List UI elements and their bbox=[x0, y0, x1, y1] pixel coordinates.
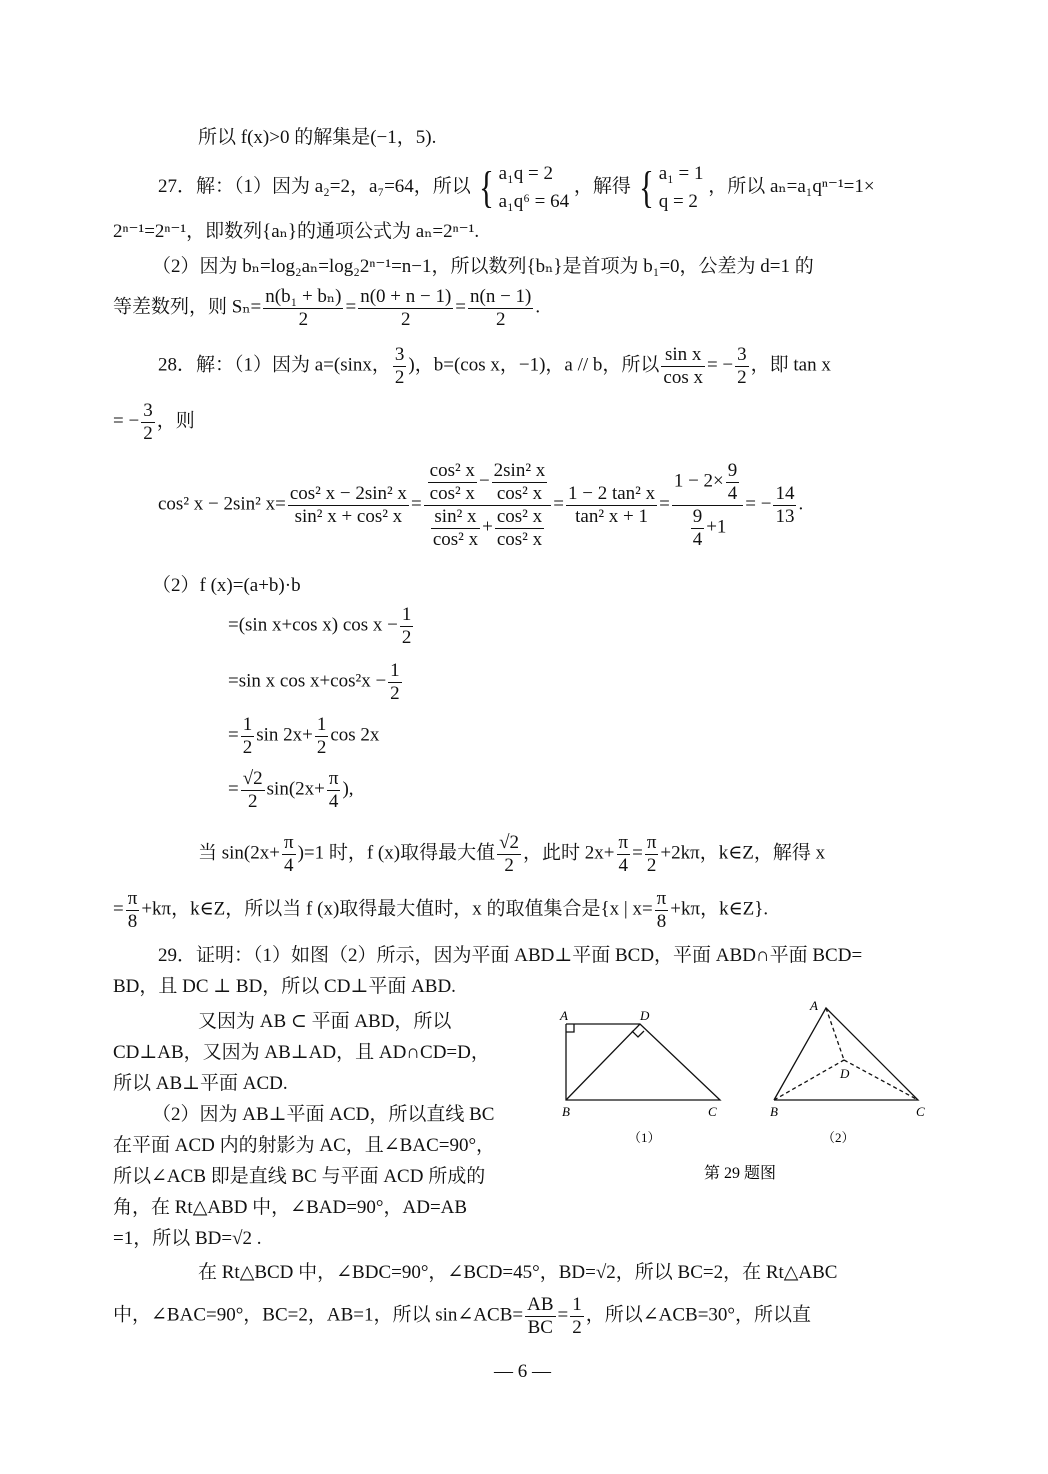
solution-28-big-equation: cos² x − 2sin² x= $\frac{\text{cos² x − 2sin² x}}{\text{sin² x + cos² x}}$ = $\frac{\text{cos² x}}{\text{cos² x}}$ − $\frac{\text{2sin² x}}{\text{cos² x}}$ $\frac{\text{sin² x}}{\text{cos² x}}$ + $\frac{\text{cos² x}}{\text{cos² x}}$ = $\frac{\text{1 − 2 tan² x}}{\text{tan² x + 1}}$ = 1 − 2× $\frac{9}{4}$ $\frac{9}{4}$ +1 = − $\frac{14}{13}$ . bbox=[158, 460, 804, 550]
fraction bbox=[497, 832, 521, 877]
denominator: 2 bbox=[572, 1316, 582, 1338]
eq: = bbox=[228, 778, 239, 800]
denominator: 4 bbox=[727, 482, 738, 504]
numerator: π bbox=[646, 832, 657, 853]
denominator: cos² x bbox=[432, 528, 479, 550]
numerator: 3 bbox=[737, 344, 747, 365]
step-text: =sin x cos x+cos²x − bbox=[228, 670, 387, 692]
numerator: 1 − 2× bbox=[673, 470, 724, 492]
fraction bbox=[327, 768, 341, 813]
fig2-label-b: B bbox=[770, 1104, 778, 1119]
text: +kπ，k∈Z，所以当 f (x)取得最大值时，x 的取值集合是{x | x= bbox=[141, 898, 653, 920]
denominator: tan² x + 1 bbox=[575, 505, 648, 527]
numerator: sin² x bbox=[431, 506, 480, 529]
step-4 bbox=[228, 714, 379, 759]
solution-27-line4: 等差数列，则 Sₙ= $\frac{\text{n(b₁ + bₙ)}}{2}$ = $\frac{n(0 + n - 1)}{2}$ = $\frac{n(n - 1)}{2}$ . bbox=[113, 286, 541, 330]
fraction bbox=[141, 400, 155, 445]
solution-29-line10: =1，所以 BD=√2 . bbox=[113, 1228, 262, 1249]
s27-text-b: ，解得 bbox=[573, 175, 631, 197]
s28-text-b: )，b=(cos x，−1)，a // b，所以 bbox=[408, 354, 660, 376]
step-3 bbox=[228, 660, 404, 705]
solution-28-set-line bbox=[113, 888, 768, 933]
numerator: 3 bbox=[394, 344, 405, 365]
solution-29-line5: 所以 AB⊥平面 ACD. bbox=[113, 1073, 288, 1094]
page-number: — 6 — bbox=[494, 1361, 551, 1382]
numerator: n(0 + n − 1) bbox=[360, 286, 452, 307]
denominator: cos x bbox=[663, 366, 703, 388]
fraction bbox=[570, 1294, 584, 1339]
numerator: √2 bbox=[499, 832, 520, 853]
s27-text-c: ，所以 aₙ=a₁qⁿ⁻¹=1× bbox=[708, 175, 875, 197]
solution-29-line3: 又因为 AB ⊂ 平面 ABD，所以 bbox=[198, 1011, 452, 1032]
denominator: 4 bbox=[284, 854, 294, 876]
fraction bbox=[315, 714, 329, 759]
s28-text-d: ，即 tan x bbox=[750, 354, 831, 376]
text: = bbox=[632, 842, 643, 864]
numerator: cos² x bbox=[429, 460, 475, 481]
fig1-label-c: C bbox=[708, 1104, 717, 1119]
solution-27-line2: 2ⁿ⁻¹=2ⁿ⁻¹，即数列{aₙ}的通项公式为 aₙ=2ⁿ⁻¹. bbox=[113, 221, 480, 242]
step-5 bbox=[228, 768, 354, 813]
numerator: sin x bbox=[661, 344, 705, 367]
solution-28-line2 bbox=[113, 400, 195, 445]
sys1-eq1: a₁q = 2 bbox=[498, 163, 553, 184]
eq-lhs: cos² x − 2sin² x= bbox=[158, 493, 286, 515]
text: = bbox=[113, 898, 124, 920]
step-text: sin(2x+ bbox=[266, 778, 325, 800]
step-text: ), bbox=[342, 778, 354, 800]
fraction bbox=[126, 888, 140, 933]
figure-2-tetrahedron bbox=[774, 1008, 918, 1100]
denominator: 2 bbox=[298, 308, 309, 330]
fraction bbox=[400, 604, 414, 649]
compound-fraction bbox=[672, 460, 743, 550]
fig1-label-d: D bbox=[640, 1008, 650, 1023]
solution-28-part2: （2）f (x)=(a+b)·b bbox=[152, 575, 301, 596]
denominator: 2 bbox=[737, 366, 747, 388]
numerator: 14 bbox=[775, 482, 795, 504]
denominator: 2 bbox=[242, 736, 253, 758]
s27-text-a: 27．解：（1）因为 a₂=2，a₇=64，所以 bbox=[158, 175, 471, 197]
denominator: 2 bbox=[495, 308, 506, 330]
fraction bbox=[241, 714, 255, 759]
figure-title: 第 29 题图 bbox=[704, 1165, 777, 1182]
solution-28-line1 bbox=[158, 344, 831, 389]
denominator: 4 bbox=[328, 790, 339, 812]
solution-29-line12 bbox=[113, 1294, 811, 1339]
equation-system-1 bbox=[499, 160, 569, 215]
solution-29-line6: （2）因为 AB⊥平面 ACD，所以直线 BC bbox=[152, 1104, 495, 1125]
fraction bbox=[468, 286, 533, 331]
denominator: 2 bbox=[401, 626, 412, 648]
fraction bbox=[393, 344, 407, 389]
denominator: 2 bbox=[504, 854, 514, 876]
fraction bbox=[645, 832, 659, 877]
sys1-eq2: a₁q⁶ = 64 bbox=[498, 190, 570, 212]
fraction bbox=[617, 832, 631, 877]
text: ，此时 2x+ bbox=[523, 842, 615, 864]
solution-26-conclusion: 所以 f(x)>0 的解集是(−1，5). bbox=[198, 127, 437, 148]
s28-text-a: 28．解：（1）因为 a=(sinx， bbox=[158, 354, 391, 376]
fig2-caption: （2） bbox=[822, 1130, 855, 1145]
step-text: =(sin x+cos x) cos x − bbox=[228, 614, 398, 636]
s28-text-c: = − bbox=[706, 354, 734, 376]
solution-29-line8: 所以∠ACB 即是直线 BC 与平面 ACD 所成的 bbox=[113, 1166, 486, 1187]
eq: = bbox=[228, 724, 239, 746]
text: +kπ，k∈Z}. bbox=[670, 898, 769, 920]
denominator: cos² x bbox=[496, 482, 543, 504]
figure-29 bbox=[548, 1000, 948, 1190]
text: 中，∠BAC=90°，BC=2，AB=1，所以 sin∠ACB= bbox=[113, 1304, 524, 1326]
solution-29-line7: 在平面 ACD 内的射影为 AC，且∠BAC=90°， bbox=[113, 1135, 496, 1156]
step-2 bbox=[228, 604, 415, 649]
numerator: √2 bbox=[242, 768, 263, 789]
fig2-label-d: D bbox=[840, 1066, 850, 1081]
numerator: 1 − 2 tan² x bbox=[568, 482, 656, 504]
s27-sn-label: 等差数列，则 Sₙ= bbox=[113, 296, 262, 318]
numerator: π bbox=[328, 768, 339, 789]
step-text: sin 2x+ bbox=[256, 724, 313, 746]
solution-29-line2: BD，且 DC ⊥ BD，所以 CD⊥平面 ABD. bbox=[113, 976, 456, 997]
numerator: 1 bbox=[316, 714, 327, 735]
sys2-eq2: q = 2 bbox=[658, 190, 698, 212]
fig2-label-c: C bbox=[916, 1104, 925, 1119]
text: 当 sin(2x+ bbox=[198, 842, 280, 864]
s28-eq: = − bbox=[113, 410, 140, 432]
fraction bbox=[358, 286, 453, 331]
text: )=1 时，f (x)取得最大值 bbox=[297, 842, 496, 864]
solution-29-line11: 在 Rt△BCD 中，∠BDC=90°，∠BCD=45°，BD=√2，所以 BC=2，在 Rt△ABC bbox=[198, 1262, 838, 1283]
numerator: π bbox=[127, 888, 138, 909]
numerator: π bbox=[656, 888, 667, 909]
fig2-label-a: A bbox=[810, 1000, 818, 1013]
numerator: 2sin² x bbox=[493, 460, 546, 481]
s28-then: ，则 bbox=[156, 410, 195, 432]
fraction bbox=[773, 483, 796, 528]
solution-27-line1 bbox=[158, 160, 875, 215]
fig1-caption: （1） bbox=[628, 1130, 661, 1145]
denominator: 4 bbox=[692, 528, 703, 550]
fraction bbox=[282, 832, 296, 877]
denominator: 2 bbox=[394, 366, 405, 388]
denominator: sin² x + cos² x bbox=[294, 505, 403, 527]
denominator: 13 bbox=[775, 505, 795, 527]
numerator: π bbox=[283, 832, 294, 853]
fraction bbox=[263, 286, 343, 331]
numerator: 9 bbox=[727, 460, 738, 481]
denominator: 4 bbox=[618, 854, 629, 876]
denominator: cos² x bbox=[429, 482, 475, 504]
denominator: 8 bbox=[127, 910, 138, 932]
solution-29-line4: CD⊥AB，又因为 AB⊥AD，且 AD∩CD=D， bbox=[113, 1042, 490, 1063]
denominator: 8 bbox=[656, 910, 667, 932]
equation-system-2 bbox=[659, 160, 704, 215]
sys2-eq1: a₁ = 1 bbox=[658, 163, 704, 184]
numerator: 1 bbox=[401, 604, 412, 625]
denominator: 2 bbox=[646, 854, 657, 876]
fraction bbox=[241, 768, 265, 813]
fraction bbox=[525, 1294, 555, 1339]
denominator: BC bbox=[527, 1316, 553, 1338]
numerator: cos² x − 2sin² x bbox=[289, 482, 407, 504]
fraction bbox=[388, 660, 402, 705]
denominator: 2 bbox=[401, 308, 411, 330]
numerator: n(b₁ + bₙ) bbox=[265, 286, 342, 307]
fraction bbox=[735, 344, 749, 389]
numerator: 1 bbox=[242, 714, 253, 735]
fraction bbox=[566, 483, 657, 528]
denominator: 2 bbox=[247, 790, 258, 812]
denominator: 2 bbox=[143, 422, 153, 444]
fraction bbox=[661, 344, 705, 389]
solution-29-line1: 29．证明：（1）如图（2）所示，因为平面 ABD⊥平面 BCD，平面 ABD∩平面 BCD= bbox=[158, 945, 863, 966]
fig1-label-b: B bbox=[562, 1104, 570, 1119]
denominator: 2 bbox=[316, 736, 327, 758]
text: +2kπ，k∈Z，解得 x bbox=[660, 842, 826, 864]
numerator: 3 bbox=[143, 400, 153, 421]
solution-28-max-line bbox=[198, 832, 825, 877]
numerator: 1 bbox=[572, 1294, 582, 1315]
numerator: AB bbox=[527, 1294, 554, 1315]
denominator: cos² x bbox=[496, 528, 543, 550]
compound-fraction: $\frac{\text{cos² x}}{\text{cos² x}}$ − $\frac{\text{2sin² x}}{\text{cos² x}}$ $\frac{\text{sin² x}}{\text{cos² x}}$ + $\frac{\text{cos² x}}{\text{cos² x}}$ bbox=[424, 460, 552, 550]
denominator-tail: +1 bbox=[706, 516, 727, 538]
numerator: π bbox=[618, 832, 629, 853]
numerator: cos² x bbox=[496, 505, 543, 527]
text: = bbox=[557, 1304, 569, 1326]
fraction bbox=[288, 483, 409, 528]
eq-result-sign: = − bbox=[745, 493, 772, 515]
fraction bbox=[655, 888, 669, 933]
text: ，所以∠ACB=30°，所以直 bbox=[585, 1304, 812, 1326]
numerator: 1 bbox=[390, 660, 400, 681]
fig1-label-a: A bbox=[560, 1008, 568, 1023]
numerator: 9 bbox=[692, 505, 703, 527]
brace-icon: { bbox=[638, 162, 654, 212]
figure-1-trapezoid bbox=[566, 1024, 720, 1100]
denominator: 2 bbox=[390, 682, 400, 704]
solution-29-line9: 角，在 Rt△ABD 中，∠BAD=90°，AD=AB bbox=[113, 1197, 468, 1218]
solution-27-line3: （2）因为 bₙ=log₂aₙ=log₂2ⁿ⁻¹=n−1，所以数列{bₙ}是首项为 b₁=0，公差为 d=1 的 bbox=[152, 256, 814, 277]
numerator: n(n − 1) bbox=[470, 286, 532, 307]
brace-icon: { bbox=[478, 162, 494, 212]
step-text: cos 2x bbox=[330, 724, 380, 746]
